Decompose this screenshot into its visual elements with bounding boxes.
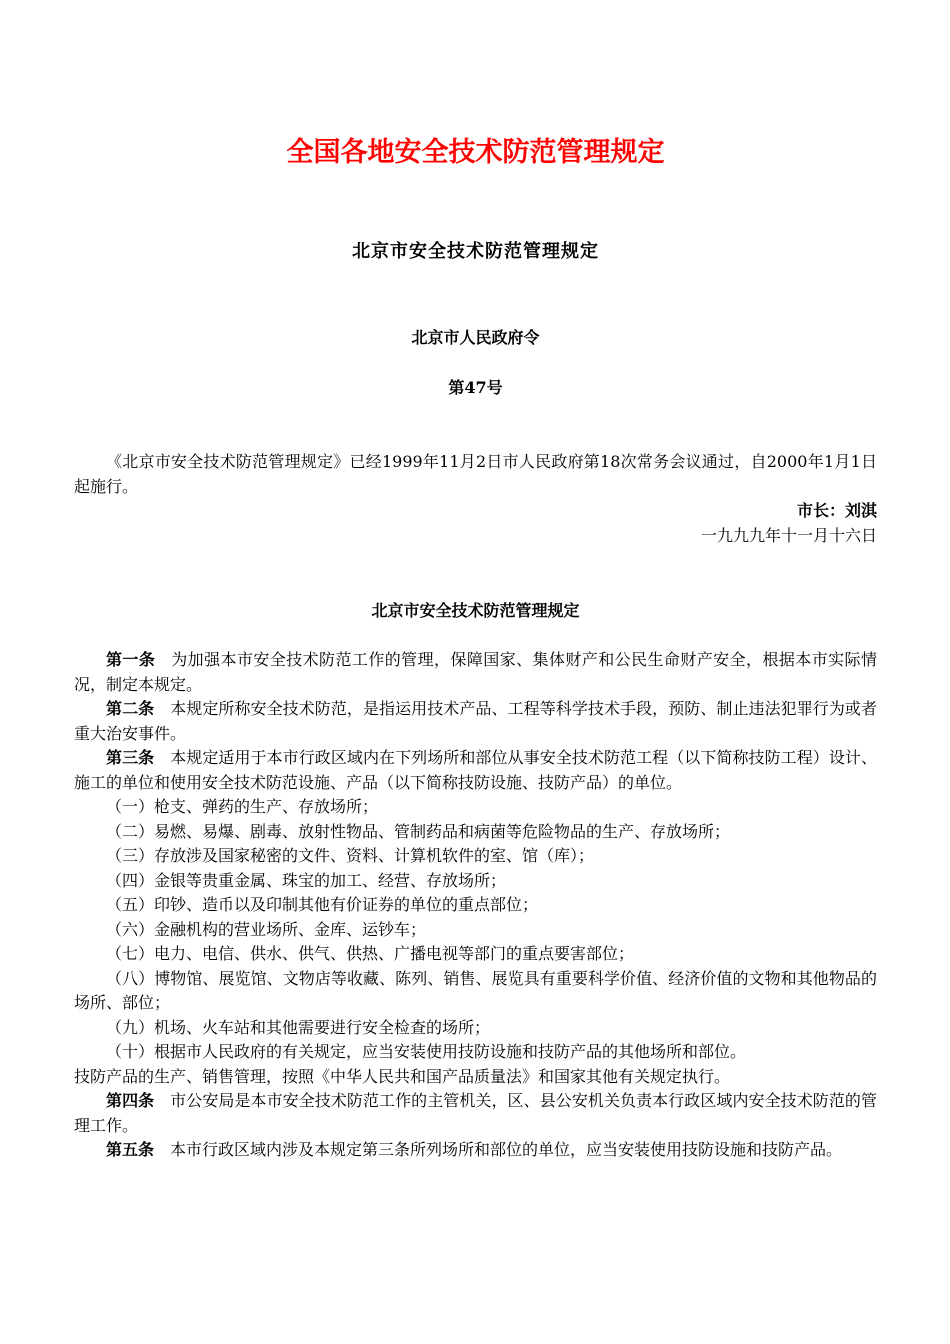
article-label: 第二条	[106, 699, 155, 718]
list-item: （六）金融机构的营业场所、金库、运钞车；	[106, 919, 427, 939]
article	[74, 746, 877, 795]
list-item: （七）电力、电信、供水、供气、供热、广播电视等部门的重点要害部位；	[106, 944, 635, 963]
list-item: （五）印钞、造币以及印制其他有价证券的单位的重点部位；	[106, 895, 539, 914]
site-list	[74, 795, 877, 1065]
signer: 市长：刘淇	[796, 501, 877, 520]
main-title: 全国各地安全技术防范管理规定	[286, 137, 665, 168]
article-label: 第三条	[106, 748, 155, 767]
list-item: （三）存放涉及国家秘密的文件、资料、计算机软件的室、馆（库）；	[106, 846, 595, 865]
promulgation-text: 《北京市安全技术防范管理规定》已经1999年11月2日市人民政府第18次常务会议通过，自2000年1月1日起施行。	[74, 452, 877, 496]
article-label: 第五条	[106, 1140, 155, 1159]
article-text: 本市行政区域内涉及本规定第三条所列场所和部位的单位，应当安装使用技防设施和技防产品。	[170, 1140, 843, 1159]
list-item: （十）根据市人民政府的有关规定，应当安装使用技防设施和技防产品的其他场所和部位。	[106, 1042, 747, 1061]
articles-section	[74, 648, 877, 1163]
article-text: 市公安局是本市安全技术防范工作的主管机关，区、县公安机关负责本行政区域内安全技术防范的管理工作。	[74, 1091, 877, 1135]
regulation-title: 北京市安全技术防范管理规定	[371, 601, 580, 620]
list-item: （一）枪支、弹药的生产、存放场所；	[106, 797, 379, 816]
list-item: （八）博物馆、展览馆、文物店等收藏、陈列、销售、展览具有重要科学价值、经济价值的文物和其他物品的场所、部位；	[74, 968, 877, 1012]
list-item: （四）金银等贵重金属、珠宝的加工、经营、存放场所；	[106, 870, 507, 890]
order-issuer: 北京市人民政府令	[411, 328, 540, 347]
article-text: 为加强本市安全技术防范工作的管理，保障国家、集体财产和公民生命财产安全，根据本市实际情况，制定本规定。	[74, 650, 877, 694]
order-number: 第47号	[448, 378, 503, 397]
article	[74, 648, 877, 697]
sub-title: 北京市安全技术防范管理规定	[352, 241, 599, 262]
sign-date: 一九九九年十一月十六日	[700, 525, 877, 545]
plain-paragraph: 技防产品的生产、销售管理，按照《中华人民共和国产品质量法》和国家其他有关规定执行。	[74, 1066, 731, 1086]
article-label: 第一条	[106, 650, 156, 669]
article	[74, 1089, 877, 1138]
article-text: 本规定适用于本市行政区域内在下列场所和部位从事安全技术防范工程（以下简称技防工程）设计、施工的单位和使用安全技术防范设施、产品（以下简称技防设施、技防产品）的单位。	[74, 748, 877, 792]
article	[74, 697, 877, 746]
promulgation-notice	[74, 450, 877, 548]
article-text: 本规定所称安全技术防范，是指运用技术产品、工程等科学技术手段，预防、制止违法犯罪行为或者重大治安事件。	[74, 699, 877, 743]
article-label: 第四条	[106, 1091, 155, 1110]
list-item: （九）机场、火车站和其他需要进行安全检查的场所；	[106, 1017, 491, 1037]
article	[74, 1138, 877, 1163]
list-item: （二）易燃、易爆、剧毒、放射性物品、管制药品和病菌等危险物品的生产、存放场所；	[106, 821, 731, 841]
